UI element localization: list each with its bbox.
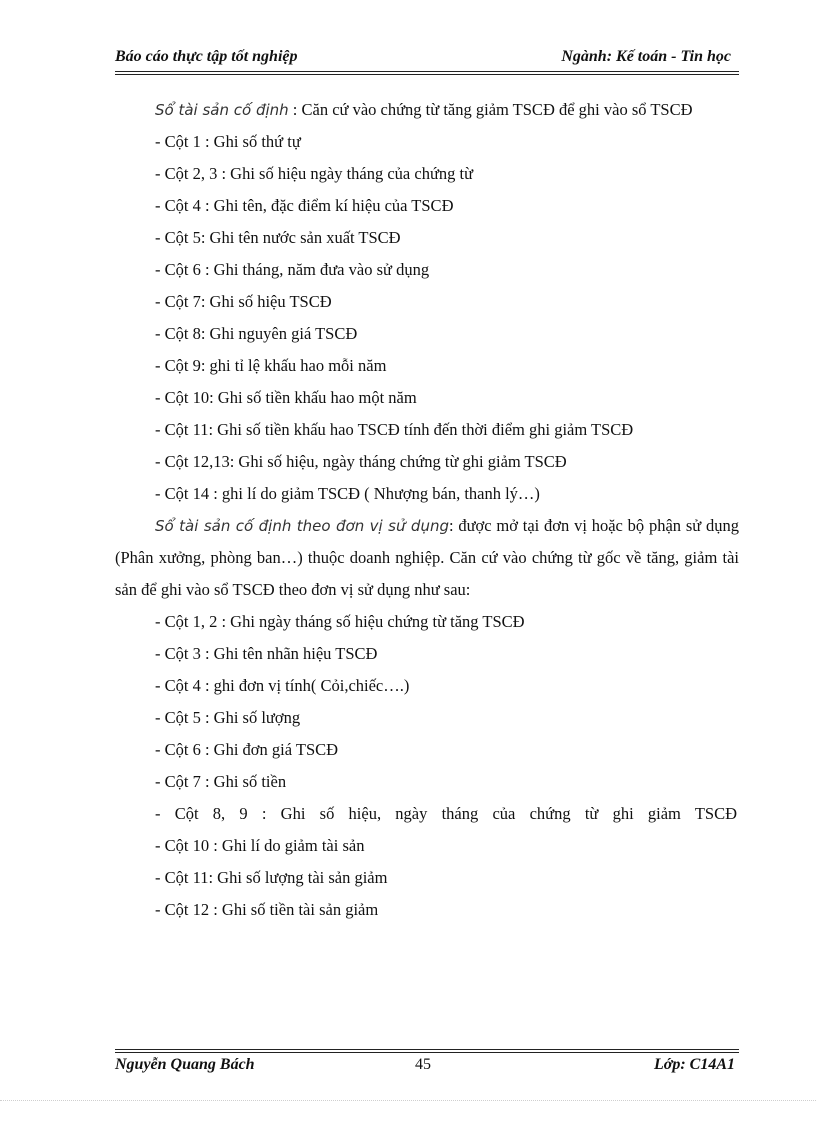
list-item: - Cột 7: Ghi số hiệu TSCĐ	[155, 292, 332, 311]
list-item: - Cột 7 : Ghi số tiền	[155, 772, 287, 791]
list-item: - Cột 10: Ghi số tiền khấu hao một năm	[155, 388, 417, 407]
page-footer	[115, 1054, 739, 1078]
list-item: - Cột 14 : ghi lí do giảm TSCĐ ( Nhượng bán, thanh lý…)	[155, 484, 540, 503]
footer-author: Nguyễn Quang Bách	[115, 1056, 255, 1073]
list-item: - Cột 8: Ghi nguyên giá TSCĐ	[155, 324, 358, 343]
list-item: - Cột 1, 2 : Ghi ngày tháng số hiệu chứng từ tăng TSCĐ	[155, 612, 525, 631]
header-major: Ngành: Kế toán - Tin học	[561, 48, 731, 65]
section1-paragraph	[115, 94, 739, 126]
list-item: - Cột 6 : Ghi đơn giá TSCĐ	[155, 740, 339, 759]
list-item: - Cột 12 : Ghi số tiền tài sản giảm	[155, 900, 379, 919]
section2-paragraph	[115, 510, 739, 606]
section1-text: : Căn cứ vào chứng từ tăng giảm TSCĐ để ghi vào sổ TSCĐ	[288, 100, 693, 119]
list-item: - Cột 5: Ghi tên nước sản xuất TSCĐ	[155, 228, 401, 247]
list-item: - Cột 11: Ghi số tiền khấu hao TSCĐ tính đến thời điểm ghi giảm TSCĐ	[155, 420, 634, 439]
header-report-title: Báo cáo thực tập tốt nghiệp	[115, 48, 298, 65]
list-item: - Cột 3 : Ghi tên nhãn hiệu TSCĐ	[155, 644, 378, 663]
document-body	[115, 94, 739, 926]
header-rule-thin	[115, 74, 739, 75]
list-item: - Cột 11: Ghi số lượng tài sản giảm	[155, 868, 388, 887]
header-rule	[115, 71, 739, 72]
list-item: - Cột 5 : Ghi số lượng	[155, 708, 301, 727]
list-item: - Cột 12,13: Ghi số hiệu, ngày tháng chứng từ ghi giảm TSCĐ	[155, 452, 567, 471]
footer-rule-thin	[115, 1049, 739, 1050]
list-item: - Cột 10 : Ghi lí do giảm tài sản	[155, 836, 365, 855]
list-item: - Cột 6 : Ghi tháng, năm đưa vào sử dụng	[155, 260, 430, 279]
page-edge-divider	[0, 1100, 816, 1101]
list-item: - Cột 4 : ghi đơn vị tính( Cỏi,chiếc….)	[155, 676, 410, 695]
footer-rule	[115, 1052, 739, 1053]
list-item: - Cột 1 : Ghi số thứ tự	[155, 132, 301, 151]
section2-term: Sổ tài sản cố định theo đơn vị sử dụng	[155, 517, 449, 535]
footer-class: Lớp: C14A1	[653, 1056, 735, 1073]
section1-term: Sổ tài sản cố định	[155, 101, 289, 119]
list-item: - Cột 4 : Ghi tên, đặc điểm kí hiệu của TSCĐ	[155, 196, 454, 215]
list-item: - Cột 9: ghi tỉ lệ khấu hao mỗi năm	[155, 356, 387, 375]
page-number: 45	[415, 1056, 431, 1073]
list-item: - Cột 2, 3 : Ghi số hiệu ngày tháng của chứng từ	[155, 164, 474, 183]
page-header	[115, 46, 739, 70]
list-item: - Cột 8, 9 : Ghi số hiệu, ngày tháng của chứng từ ghi giảm TSCĐ	[155, 804, 737, 823]
section2-text: : được mở tại đơn vị hoặc bộ phận sử dụng (Phân xưởng, phòng ban…) thuộc doanh nghiệp. Căn cứ vào chứng từ gốc về tăng, giảm tài sản để ghi vào sổ TSCĐ theo đơn vị sử dụng như sau:	[115, 516, 739, 599]
